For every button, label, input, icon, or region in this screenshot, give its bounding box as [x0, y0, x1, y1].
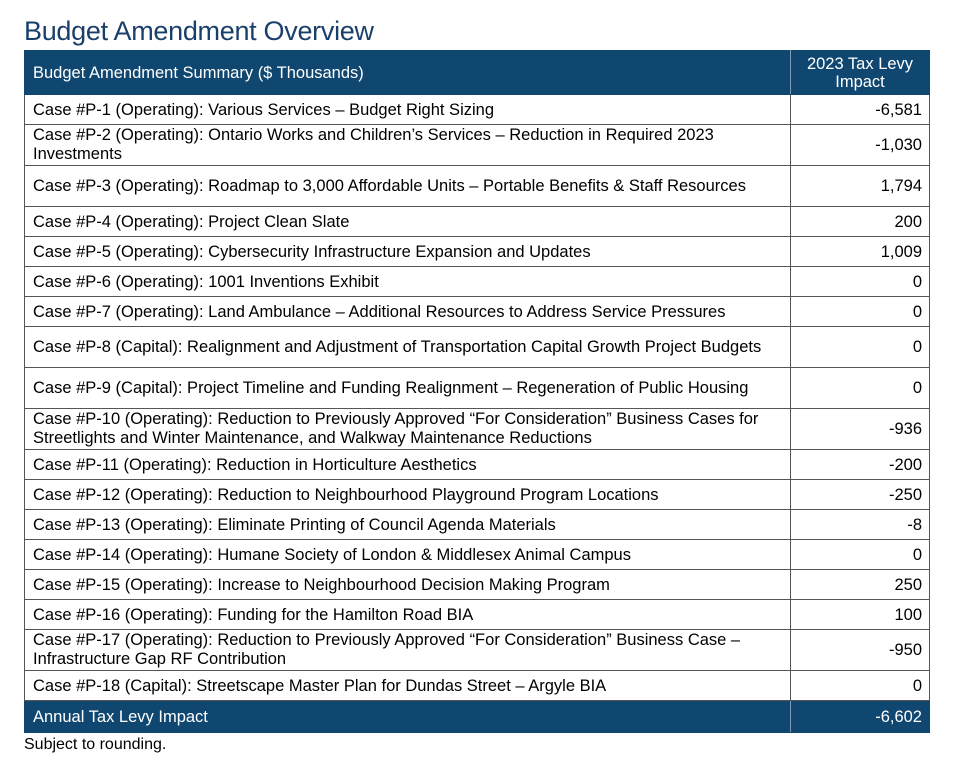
case-tax-levy-impact: -936: [791, 409, 930, 450]
table-header-row: [25, 51, 930, 95]
case-tax-levy-impact: 0: [791, 327, 930, 368]
total-value: -6,602: [791, 701, 930, 733]
budget-amendment-table: [24, 50, 930, 733]
case-tax-levy-impact: -250: [791, 480, 930, 510]
case-description: Case #P-17 (Operating): Reduction to Previously Approved “For Consideration” Business Case – Infrastructure Gap RF Contribution: [25, 630, 791, 671]
page-title: Budget Amendment Overview: [24, 16, 374, 46]
case-tax-levy-impact: 1,009: [791, 237, 930, 267]
case-tax-levy-impact: 0: [791, 368, 930, 409]
case-description: Case #P-13 (Operating): Eliminate Printing of Council Agenda Materials: [25, 510, 791, 540]
case-description: Case #P-16 (Operating): Funding for the Hamilton Road BIA: [25, 600, 791, 630]
case-tax-levy-impact: 0: [791, 671, 930, 701]
header-tax-levy-impact: [791, 51, 930, 95]
case-tax-levy-impact: 0: [791, 540, 930, 570]
table-row: [25, 570, 930, 600]
case-tax-levy-impact: -200: [791, 450, 930, 480]
case-tax-levy-impact: 100: [791, 600, 930, 630]
case-description: Case #P-15 (Operating): Increase to Neighbourhood Decision Making Program: [25, 570, 791, 600]
case-tax-levy-impact: 200: [791, 207, 930, 237]
footnote: Subject to rounding.: [24, 736, 167, 753]
table-row: [25, 368, 930, 409]
case-description: Case #P-3 (Operating): Roadmap to 3,000 Affordable Units – Portable Benefits & Staff Resources: [25, 166, 791, 207]
case-tax-levy-impact: 0: [791, 267, 930, 297]
case-description: Case #P-10 (Operating): Reduction to Previously Approved “For Consideration” Business Cases for Streetlights and Winter Maintenance, and Walkway Maintenance Reductions: [25, 409, 791, 450]
case-description: Case #P-12 (Operating): Reduction to Neighbourhood Playground Program Locations: [25, 480, 791, 510]
table-row: [25, 600, 930, 630]
table-row: [25, 540, 930, 570]
case-tax-levy-impact: 1,794: [791, 166, 930, 207]
table-row: [25, 630, 930, 671]
case-tax-levy-impact: -8: [791, 510, 930, 540]
case-description: Case #P-4 (Operating): Project Clean Slate: [25, 207, 791, 237]
table-row: [25, 480, 930, 510]
table-row: [25, 409, 930, 450]
case-description: Case #P-7 (Operating): Land Ambulance – Additional Resources to Address Service Pressures: [25, 297, 791, 327]
case-tax-levy-impact: -6,581: [791, 95, 930, 125]
table-row: [25, 671, 930, 701]
case-description: Case #P-11 (Operating): Reduction in Horticulture Aesthetics: [25, 450, 791, 480]
table-row: [25, 510, 930, 540]
table-row: [25, 327, 930, 368]
table-row: [25, 297, 930, 327]
table-body: [25, 95, 930, 701]
table-row: [25, 237, 930, 267]
table-row: [25, 207, 930, 237]
case-tax-levy-impact: 250: [791, 570, 930, 600]
total-row: [25, 701, 930, 733]
case-description: Case #P-18 (Capital): Streetscape Master Plan for Dundas Street – Argyle BIA: [25, 671, 791, 701]
case-description: Case #P-9 (Capital): Project Timeline and Funding Realignment – Regeneration of Public Housing: [25, 368, 791, 409]
case-description: Case #P-5 (Operating): Cybersecurity Infrastructure Expansion and Updates: [25, 237, 791, 267]
case-description: Case #P-1 (Operating): Various Services – Budget Right Sizing: [25, 95, 791, 125]
header-impact-line-1: 2023 Tax Levy: [806, 54, 914, 73]
table-row: [25, 267, 930, 297]
case-tax-levy-impact: 0: [791, 297, 930, 327]
table-row: [25, 450, 930, 480]
header-description: Budget Amendment Summary ($ Thousands): [25, 51, 791, 95]
table-row: [25, 125, 930, 166]
header-impact-line-2: Impact: [835, 72, 885, 91]
total-label: Annual Tax Levy Impact: [25, 701, 791, 733]
table-row: [25, 95, 930, 125]
case-description: Case #P-6 (Operating): 1001 Inventions Exhibit: [25, 267, 791, 297]
case-tax-levy-impact: -1,030: [791, 125, 930, 166]
case-description: Case #P-8 (Capital): Realignment and Adjustment of Transportation Capital Growth Project Budgets: [25, 327, 791, 368]
case-description: Case #P-2 (Operating): Ontario Works and Children’s Services – Reduction in Required 2023 Investments: [25, 125, 791, 166]
case-tax-levy-impact: -950: [791, 630, 930, 671]
table-row: [25, 166, 930, 207]
case-description: Case #P-14 (Operating): Humane Society of London & Middlesex Animal Campus: [25, 540, 791, 570]
